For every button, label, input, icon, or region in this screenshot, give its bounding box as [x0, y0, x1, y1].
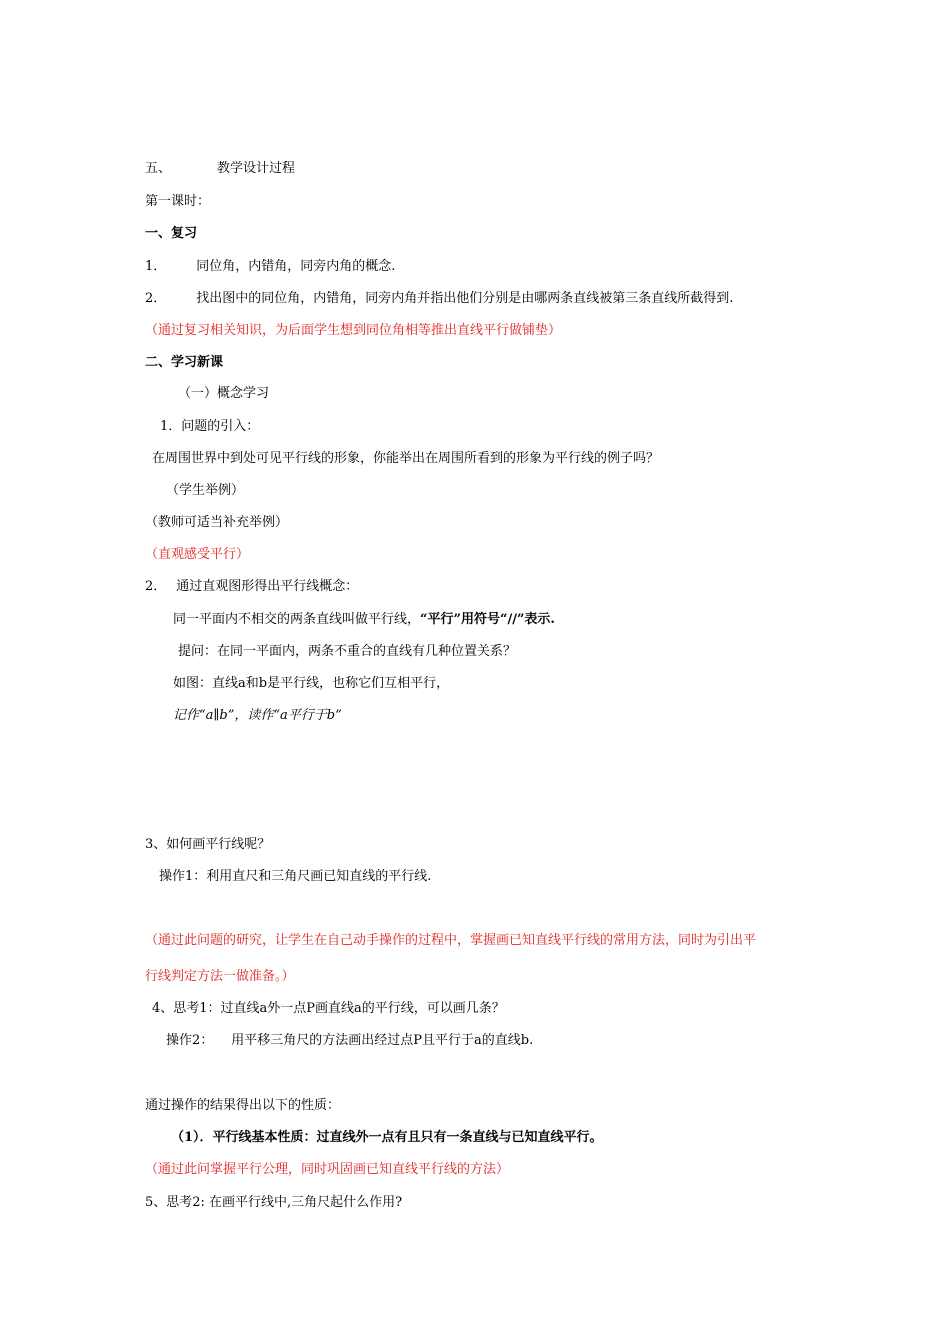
question-1-text: 在周围世界中到处可见平行线的形象，你能举出在周围所看到的形象为平行线的例子吗？ [152, 451, 660, 466]
operation-2-text: 用平移三角尺的方法画出经过点P且平行于a的直线b. [231, 1033, 534, 1048]
review-item-text: 找出图中的同位角，内错角，同旁内角并指出他们分别是由哪两条直线被第三条直线所截得到. [196, 291, 734, 306]
operation-1: 操作1：利用直尺和三角尺画已知直线的平行线. [159, 869, 432, 884]
question-2-text: 通过直观图形得出平行线概念： [176, 579, 359, 594]
new-lesson-heading: 二、学习新课 [145, 355, 224, 370]
figure-example: 如图：直线a和b是平行线，也称它们互相平行， [173, 676, 450, 691]
review-item-2 [145, 290, 733, 308]
parallel-definition [173, 611, 555, 629]
review-heading: 一、复习 [145, 226, 198, 241]
review-item-number: 2． [145, 291, 167, 306]
question-2 [145, 578, 358, 596]
review-note: （通过复习相关知识，为后面学生想到同位角相等推出直线平行做铺垫） [145, 323, 562, 338]
review-item-number: 1． [145, 259, 167, 274]
parallel-notation: 记作“a∥b”，读作“a平行于b” [173, 708, 342, 723]
property-note: （通过此问掌握平行公理，同时巩固画已知直线平行线的方法） [145, 1162, 510, 1177]
section-title: 教学设计过程 [217, 161, 296, 176]
section-heading [145, 160, 295, 178]
operation-2 [166, 1032, 533, 1050]
question-5: 5、思考2: 在画平行线中,三角尺起什么作用? [145, 1195, 403, 1210]
review-item-text: 同位角，内错角，同旁内角的概念. [196, 259, 396, 274]
definition-text: 同一平面内不相交的两条直线叫做平行线， [173, 612, 421, 627]
draw-note-line-1: （通过此问题的研究，让学生在自己动手操作的过程中，掌握画已知直线平行线的常用方法，同时为引出平 [145, 933, 757, 948]
student-example-note: （学生举例） [166, 483, 245, 498]
teacher-example-note: （教师可适当补充举例） [145, 515, 289, 530]
question-3: 3、如何画平行线呢？ [145, 837, 271, 852]
review-item-1 [145, 258, 395, 276]
property-intro: 通过操作的结果得出以下的性质： [145, 1098, 341, 1113]
question-position-relation: 提问：在同一平面内，两条不重合的直线有几种位置关系？ [178, 644, 517, 659]
question-1-label: 1．问题的引入： [160, 419, 260, 434]
lesson-label: 第一课时： [145, 194, 211, 209]
parallel-basic-property: （1）．平行线基本性质：过直线外一点有且只有一条直线与已知直线平行。 [171, 1130, 603, 1145]
question-2-number: 2． [145, 579, 167, 594]
intuition-note: （直观感受平行） [145, 547, 250, 562]
operation-2-label: 操作2： [166, 1033, 214, 1048]
section-number: 五、 [145, 161, 172, 176]
concept-subheading: （一）概念学习 [178, 386, 270, 401]
question-4: 4、思考1：过直线a外一点P画直线a的平行线，可以画几条？ [152, 1001, 505, 1016]
draw-note-line-2: 行线判定方法一做准备。） [145, 969, 295, 984]
definition-symbol: “平行”用符号“//”表示. [420, 612, 555, 627]
